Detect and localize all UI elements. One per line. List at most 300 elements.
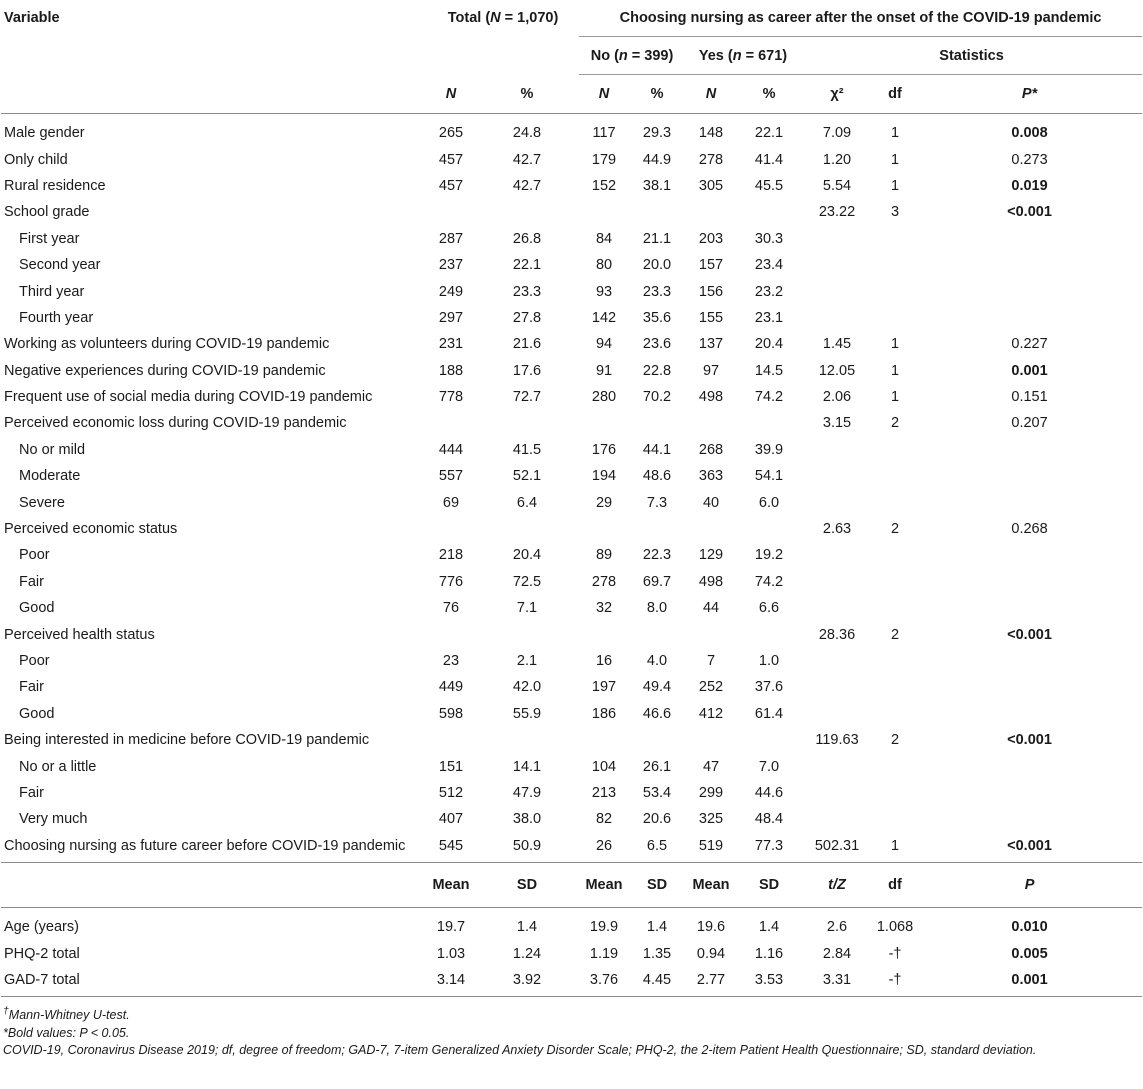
row-label: Choosing nursing as future career before COVID-19 pandemic [1, 833, 427, 863]
categorical-rows [1, 114, 1142, 863]
table-row [1, 940, 1142, 966]
statistics-header: Statistics [801, 37, 1142, 75]
no-pct-cell: 49.4 [642, 679, 672, 696]
df-cell: 1 [890, 336, 900, 353]
no-n-cell: 186 [591, 705, 617, 722]
stat-cell: 3.15 [822, 415, 852, 432]
no-n-cell: 26 [579, 833, 629, 863]
no-pct-cell: 20.6 [642, 811, 672, 828]
table-row [1, 648, 1142, 674]
table-row [1, 780, 1142, 806]
total-n-cell: 69 [442, 494, 460, 511]
group-header: Choosing nursing as career after the onset of the COVID-19 pandemic [579, 0, 1142, 37]
no-pct-cell: 70.2 [642, 389, 672, 406]
row-label: Perceived economic status [4, 521, 178, 538]
table-row [1, 701, 1142, 727]
continuous-header [1, 862, 1142, 907]
note-bold: *Bold values: P < 0.05. [3, 1025, 130, 1040]
total-n-cell [427, 621, 475, 647]
yes-pct-cell: 74.2 [754, 573, 784, 590]
p-value-cell: 0.273 [1011, 151, 1048, 168]
no-pct-cell: 23.3 [642, 283, 672, 300]
df-cell [873, 780, 917, 806]
p-value-cell: 0.207 [1011, 415, 1048, 432]
no-pct-cell: 8.0 [646, 600, 668, 617]
yes-n-cell: 19.6 [696, 919, 726, 936]
total-pct-cell: 22.1 [512, 257, 542, 274]
row-label: Poor [19, 547, 50, 564]
yes-n-cell: 268 [698, 441, 724, 458]
row-label: Working as volunteers during COVID-19 pandemic [4, 336, 330, 353]
no-pct-cell [629, 621, 685, 647]
no-mean-header: Mean [579, 862, 629, 907]
p-value-cell [917, 489, 1142, 515]
yes-n-cell [685, 199, 737, 225]
stat-cell [801, 437, 873, 463]
total-n-cell [427, 727, 475, 753]
no-pct-cell: 1.4 [646, 919, 668, 936]
stat-cell [801, 648, 873, 674]
total-pct-cell: 27.8 [512, 309, 542, 326]
df-cell [873, 648, 917, 674]
total-n-cell: 776 [438, 573, 464, 590]
table-row [1, 516, 1142, 542]
yes-pct-cell: 77.3 [737, 833, 801, 863]
table-row [1, 331, 1142, 357]
table-row [1, 753, 1142, 779]
p-value-cell [917, 278, 1142, 304]
total-n-cell: 287 [438, 230, 464, 247]
total-pct-cell: 42.7 [512, 177, 542, 194]
total-n-cell: 407 [438, 811, 464, 828]
total-pct-cell: 2.1 [516, 653, 538, 669]
yes-n-cell: 2.77 [685, 967, 737, 997]
df-cell [873, 806, 917, 832]
p-value-cell [917, 542, 1142, 568]
row-label: Fourth year [19, 309, 94, 326]
total-pct-cell: 7.1 [516, 600, 538, 617]
no-pct-cell: 38.1 [642, 177, 672, 194]
row-label: Severe [19, 494, 65, 511]
total-n-cell: 457 [438, 151, 464, 168]
df-cell: 2 [890, 415, 900, 432]
table-row [1, 173, 1142, 199]
no-pct-cell [629, 727, 685, 753]
yes-n-cell: 519 [685, 833, 737, 863]
table-row [1, 226, 1142, 252]
total-n-cell: 76 [442, 600, 460, 617]
table-row [1, 595, 1142, 621]
total-n-cell: 598 [438, 705, 464, 722]
yes-n-cell: 305 [698, 177, 724, 194]
p2-header: P [917, 862, 1142, 907]
total-pct-cell [475, 516, 579, 542]
stat-cell: 119.63 [815, 732, 859, 749]
yes-pct-cell: 23.4 [754, 257, 784, 274]
total-n-cell: 449 [438, 679, 464, 696]
no-n-cell: 213 [591, 784, 617, 801]
no-pct-header: % [629, 75, 685, 114]
yes-pct-cell: 44.6 [754, 784, 784, 801]
yes-pct-cell: 3.53 [737, 967, 801, 997]
table-row [1, 437, 1142, 463]
df-cell: 3 [890, 204, 900, 221]
df-cell [873, 674, 917, 700]
no-n-cell: 104 [591, 758, 617, 775]
total-mean-header: Mean [427, 862, 475, 907]
yes-pct-cell: 20.4 [754, 336, 784, 353]
no-pct-cell [629, 410, 685, 436]
total-n-cell: 444 [438, 441, 464, 458]
yes-n-cell [685, 410, 737, 436]
total-n-cell: 218 [438, 547, 464, 564]
total-pct-cell: 47.9 [512, 784, 542, 801]
no-pct-cell: 20.0 [642, 257, 672, 274]
total-n-cell: 1.03 [436, 945, 466, 962]
no-n-cell: 152 [591, 177, 617, 194]
stat-cell: 28.36 [818, 626, 856, 643]
row-label: No or a little [19, 758, 97, 775]
row-label: PHQ-2 total [4, 945, 80, 962]
total-n-cell: 512 [438, 784, 464, 801]
yes-n-cell: 137 [698, 336, 724, 353]
yes-n-cell: 40 [702, 494, 720, 511]
total-pct-cell: 1.24 [512, 945, 542, 962]
yes-n-cell: 47 [702, 758, 720, 775]
df-cell [873, 542, 917, 568]
df-cell: 1 [890, 389, 900, 406]
total-pct-cell: 20.4 [512, 547, 542, 564]
df-cell [873, 753, 917, 779]
table-row [1, 463, 1142, 489]
table-row [1, 489, 1142, 515]
yes-n-cell [685, 621, 737, 647]
p-value-cell: <0.001 [1007, 732, 1052, 749]
no-n-cell [579, 727, 629, 753]
row-label: Being interested in medicine before COVID-19 pandemic [4, 732, 370, 749]
no-pct-cell [629, 516, 685, 542]
no-pct-cell: 46.6 [642, 705, 672, 722]
no-group-header: No (n = 399) [579, 37, 685, 75]
p-value-cell: 0.010 [1011, 919, 1048, 936]
row-label: School grade [4, 204, 90, 221]
no-pct-cell: 4.45 [629, 967, 685, 997]
total-pct-cell: 14.1 [512, 758, 542, 775]
yes-pct-cell: 14.5 [754, 362, 784, 379]
yes-pct-cell: 19.2 [754, 547, 784, 564]
yes-n-cell: 498 [698, 389, 724, 406]
no-n-cell: 142 [591, 309, 617, 326]
total-header: Total (N = 1,070) [447, 10, 559, 27]
yes-pct-header: % [737, 75, 801, 114]
stat-cell: 12.05 [818, 362, 856, 379]
df-cell [873, 252, 917, 278]
row-label: First year [19, 230, 80, 247]
no-pct-cell: 21.1 [642, 230, 672, 247]
p-value-cell [917, 648, 1142, 674]
yes-mean-header: Mean [685, 862, 737, 907]
no-pct-cell: 53.4 [642, 784, 672, 801]
yes-n-cell: 97 [702, 362, 720, 379]
total-n-cell [427, 410, 475, 436]
yes-n-cell: 412 [698, 705, 724, 722]
no-n-cell: 84 [595, 230, 613, 247]
yes-pct-cell: 45.5 [754, 177, 784, 194]
yes-n-header: N [685, 75, 737, 114]
total-pct-cell [475, 199, 579, 225]
df-cell: 1 [890, 125, 900, 142]
yes-pct-cell: 39.9 [754, 441, 784, 458]
p-value-cell [917, 701, 1142, 727]
row-label: Perceived health status [4, 626, 155, 643]
p-value-cell: 0.008 [1011, 125, 1048, 142]
p-value-cell [917, 569, 1142, 595]
stat-cell [801, 278, 873, 304]
yes-n-cell: 278 [698, 151, 724, 168]
no-n-cell: 197 [591, 679, 617, 696]
table-row [1, 806, 1142, 832]
continuous-rows [1, 907, 1142, 996]
table-header [1, 0, 1142, 114]
yes-n-cell: 252 [698, 679, 724, 696]
no-pct-cell: 35.6 [642, 309, 672, 326]
p-value-cell [917, 437, 1142, 463]
yes-n-cell: 148 [698, 125, 724, 142]
total-pct-cell: 72.7 [512, 389, 542, 406]
p-value-cell: 0.001 [1011, 362, 1048, 379]
no-pct-cell: 29.3 [642, 125, 672, 142]
no-n-header: N [579, 75, 629, 114]
no-pct-cell: 44.9 [642, 151, 672, 168]
yes-pct-cell: 41.4 [754, 151, 784, 168]
stat-cell: 2.84 [822, 945, 852, 962]
stat-cell [801, 252, 873, 278]
df-cell: 2 [890, 732, 900, 749]
df-cell: 2 [890, 626, 900, 643]
total-n-cell: 23 [442, 653, 460, 669]
total-pct-cell: 42.7 [512, 151, 542, 168]
no-pct-cell: 22.3 [642, 547, 672, 564]
no-n-cell: 19.9 [589, 919, 619, 936]
yes-n-cell: 203 [698, 230, 724, 247]
stat-cell [801, 753, 873, 779]
p-value-cell [917, 463, 1142, 489]
yes-n-cell: 299 [698, 784, 724, 801]
df-cell [873, 305, 917, 331]
table-row [1, 833, 1142, 863]
yes-n-cell: 363 [698, 468, 724, 485]
table-row [1, 674, 1142, 700]
yes-n-cell: 157 [698, 257, 724, 274]
no-n-cell: 179 [591, 151, 617, 168]
yes-n-cell [685, 727, 737, 753]
p-value-cell: 0.227 [1011, 336, 1048, 353]
yes-pct-cell: 54.1 [754, 468, 784, 485]
yes-pct-cell [737, 727, 801, 753]
total-pct-cell: 72.5 [512, 573, 542, 590]
df-cell [873, 226, 917, 252]
no-n-cell: 16 [595, 653, 613, 669]
df-cell [873, 595, 917, 621]
total-pct-cell: 1.4 [516, 919, 538, 936]
p-value-cell [917, 595, 1142, 621]
note-dagger: †Mann-Whitney U-test. [3, 1006, 130, 1023]
df-cell [873, 437, 917, 463]
total-n-cell: 457 [438, 177, 464, 194]
yes-pct-cell: 22.1 [754, 125, 784, 142]
total-pct-cell [475, 621, 579, 647]
row-label: Negative experiences during COVID-19 pandemic [4, 362, 326, 379]
p-header: P* [917, 75, 1142, 114]
p-value-cell [917, 305, 1142, 331]
p-value-cell [917, 806, 1142, 832]
yes-n-cell: 498 [698, 573, 724, 590]
no-n-cell: 80 [595, 257, 613, 274]
no-n-cell: 176 [591, 441, 617, 458]
row-label: Perceived economic loss during COVID-19 pandemic [4, 415, 347, 432]
yes-sd-header: SD [737, 862, 801, 907]
row-label: Fair [19, 573, 44, 590]
yes-pct-cell: 1.4 [758, 919, 780, 936]
total-n-cell: 19.7 [436, 919, 466, 936]
yes-pct-cell [737, 621, 801, 647]
table-row [1, 384, 1142, 410]
row-label: Poor [19, 653, 50, 669]
total-n-cell: 237 [438, 257, 464, 274]
total-pct-cell: 21.6 [512, 336, 542, 353]
no-n-cell: 194 [591, 468, 617, 485]
results-table [1, 0, 1142, 997]
yes-n-cell: 0.94 [696, 945, 726, 962]
table-row [1, 305, 1142, 331]
chi2-header: χ² [801, 75, 873, 114]
yes-pct-cell [737, 410, 801, 436]
df-cell: 1 [890, 177, 900, 194]
no-n-cell: 1.19 [589, 945, 619, 962]
df-cell [873, 569, 917, 595]
stat-cell [801, 806, 873, 832]
df-cell: 1 [890, 151, 900, 168]
total-n-cell: 231 [438, 336, 464, 353]
stat-cell: 502.31 [801, 833, 873, 863]
df-cell [873, 489, 917, 515]
no-sd-header: SD [629, 862, 685, 907]
total-pct-cell: 6.4 [516, 494, 538, 511]
no-n-cell: 94 [595, 336, 613, 353]
total-n-cell: 557 [438, 468, 464, 485]
yes-group-header: Yes (n = 671) [685, 37, 801, 75]
total-n-cell: 265 [438, 125, 464, 142]
df-cell [873, 278, 917, 304]
stat-cell: 1.20 [822, 151, 852, 168]
table-notes [3, 1003, 1143, 1060]
total-pct-cell: 24.8 [512, 125, 542, 142]
total-pct-cell [475, 410, 579, 436]
variable-header: Variable [4, 10, 60, 27]
row-label: Male gender [4, 125, 85, 142]
stat-cell: 1.45 [822, 336, 852, 353]
total-n-cell: 778 [438, 389, 464, 406]
df-cell [873, 701, 917, 727]
stat-cell: 7.09 [822, 125, 852, 142]
no-pct-cell: 26.1 [642, 758, 672, 775]
p-value-cell [917, 226, 1142, 252]
yes-pct-cell: 7.0 [758, 758, 780, 775]
stat-cell: 3.31 [801, 967, 873, 997]
no-n-cell [579, 199, 629, 225]
total-n-cell: 249 [438, 283, 464, 300]
p-value-cell: 0.001 [917, 967, 1142, 997]
row-label: Age (years) [4, 919, 79, 936]
total-n-header: N [427, 75, 475, 114]
stat-cell [801, 489, 873, 515]
total-n-cell: 151 [438, 758, 464, 775]
stat-cell: 2.63 [822, 521, 852, 538]
yes-n-cell: 44 [702, 600, 720, 617]
no-n-cell [579, 621, 629, 647]
stat-cell: 23.22 [818, 204, 856, 221]
p-value-cell [917, 252, 1142, 278]
table-row [1, 621, 1142, 647]
row-label: Frequent use of social media during COVID-19 pandemic [4, 389, 373, 406]
total-pct-cell: 38.0 [512, 811, 542, 828]
total-pct-header: % [475, 75, 579, 114]
table-row [1, 727, 1142, 753]
total-pct-cell: 23.3 [512, 283, 542, 300]
row-label: Good [19, 600, 55, 617]
df-cell: 1 [873, 833, 917, 863]
no-pct-cell: 1.35 [642, 945, 672, 962]
yes-pct-cell: 6.0 [758, 494, 780, 511]
table-row [1, 410, 1142, 436]
table-row [1, 907, 1142, 940]
total-n-cell: 297 [438, 309, 464, 326]
p-value-cell: <0.001 [1007, 626, 1052, 643]
no-n-cell: 117 [592, 125, 616, 142]
p-value-cell: 0.268 [1011, 521, 1048, 538]
df-cell: 1 [890, 362, 900, 379]
no-pct-cell: 23.6 [642, 336, 672, 353]
no-n-cell [579, 410, 629, 436]
stat-cell [801, 305, 873, 331]
yes-pct-cell [737, 516, 801, 542]
table-row [1, 146, 1142, 172]
no-n-cell [579, 516, 629, 542]
no-n-cell: 93 [595, 283, 613, 300]
p-value-cell [917, 753, 1142, 779]
no-n-cell: 89 [595, 547, 613, 564]
total-pct-cell: 55.9 [512, 705, 542, 722]
yes-pct-cell [737, 199, 801, 225]
yes-pct-cell: 30.3 [754, 230, 784, 247]
yes-pct-cell: 1.0 [758, 653, 780, 669]
p-value-cell: 0.005 [1011, 945, 1048, 962]
no-pct-cell: 4.0 [646, 653, 668, 669]
yes-n-cell: 155 [698, 309, 724, 326]
total-pct-cell: 42.0 [512, 679, 542, 696]
yes-pct-cell: 23.1 [754, 309, 784, 326]
df2-header: df [873, 862, 917, 907]
yes-n-cell: 325 [698, 811, 724, 828]
stat-cell: 2.6 [826, 919, 848, 936]
tz-header: t/Z [801, 862, 873, 907]
no-pct-cell: 48.6 [642, 468, 672, 485]
no-pct-cell [629, 199, 685, 225]
yes-n-cell [685, 516, 737, 542]
total-n-cell: 3.14 [427, 967, 475, 997]
total-n-cell [427, 516, 475, 542]
p-value-cell: <0.001 [917, 833, 1142, 863]
